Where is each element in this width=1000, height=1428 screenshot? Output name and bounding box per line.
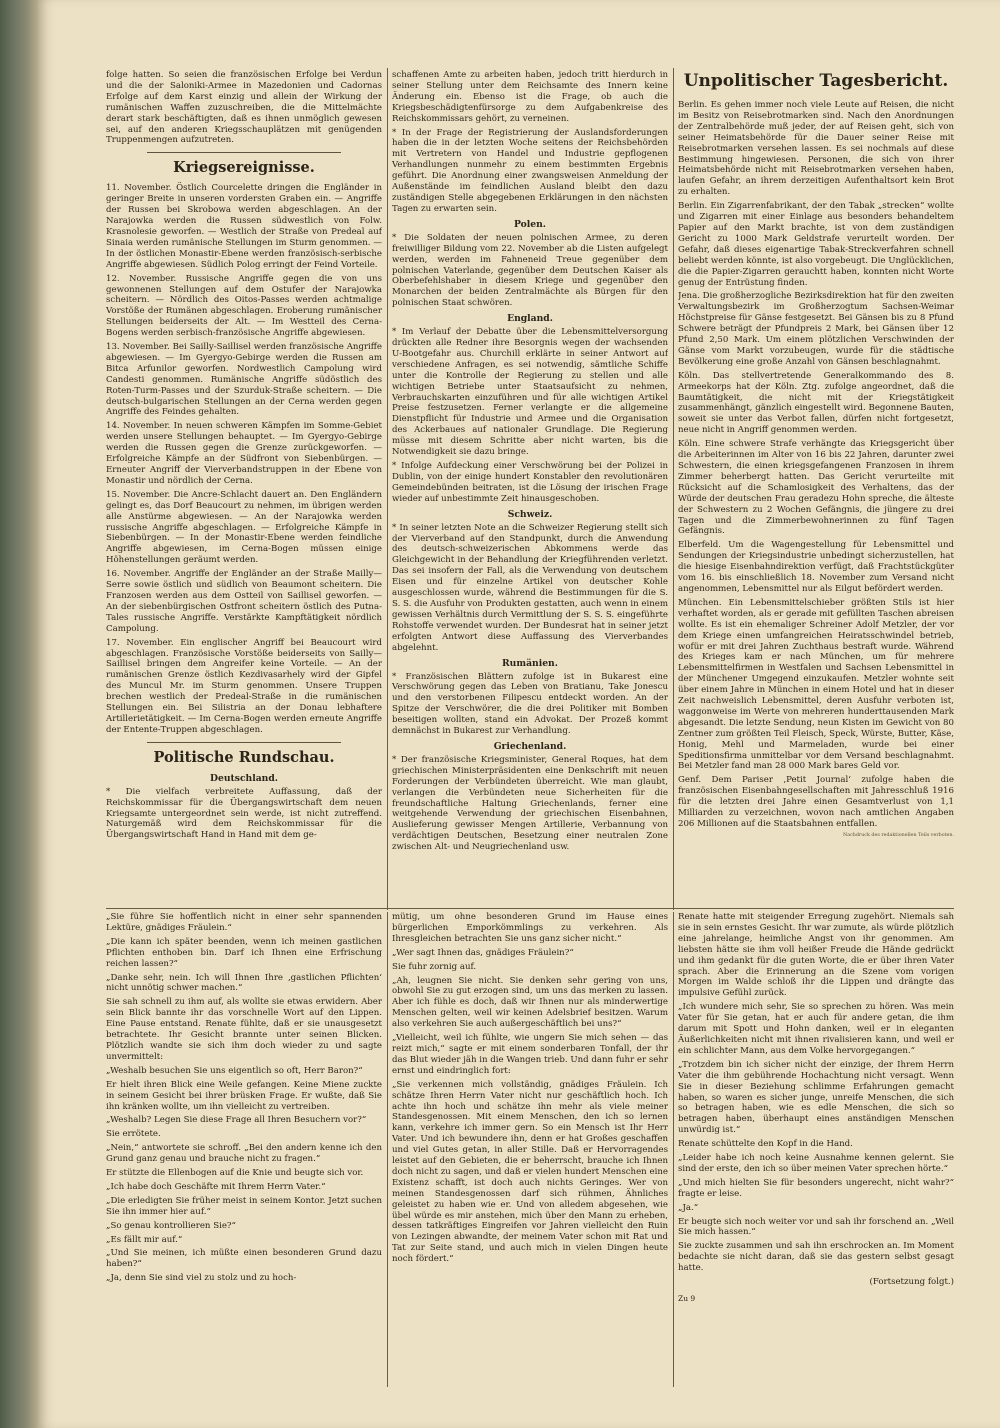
serial-paragraph: Er beugte sich noch weiter vor und sah ihr forschend an. „Weil Sie mich hassen.“ — [678, 1216, 954, 1238]
column-rule — [387, 912, 388, 1387]
news-item: * Im Verlauf der Debatte über die Lebensmittelversorgung drückten alle Redner ihre Besorgnis wegen der wachsenden U-Bootgefahr aus. Churchill erklärte in seiner Antwort auf verschiedene Anfragen, es sei notwendig, sämtliche Schiffe unter die Kontrolle der Regierung zu stellen und alle wichtigen Betriebe unter Staatsaufsicht zu nehmen, Verbrauchskarten einzuführen und für alle wichtigen Artikel Preise festzusetzen. Ferner verlangte er die allgemeine Dienstpflicht für Industrie und Armee und die Organisation des Ackerbaues auf nationaler Grundlage. Die Regierung müsse mit diesem Schritte aber nicht warten, bis die Notwendigkeit sie dazu bringe. — [392, 327, 668, 458]
event-entry: 12. November. Russische Angriffe gegen die von uns gewonnenen Stellungen auf dem Ostufer der Narajowka scheitern. — Nördlich des Oitos-Passes werden achtmalige Vorstöße der Rumänen abgeschlagen. Eroberung rumänischer Stellungen beiderseits der Alt. — Im Westteil des Cerna-Bogens werden serbisch-französische Angriffe abgewiesen. — [106, 273, 382, 339]
news-item: * Infolge Aufdeckung einer Verschwörung bei der Polizei in Dublin, von der einige hundert Konstabler den revolutionären Gemeindebünden beitraten, ist die Lösung der irischen Frage wieder auf unbestimmte Zeit hinausgeschoben. — [392, 461, 668, 504]
book-spine — [0, 0, 38, 1428]
serial-paragraph: Renate schüttelte den Kopf in die Hand. — [678, 1139, 853, 1150]
article-continuation: folge hatten. So seien die französischen Erfolge bei Verdun und die der Saloniki-Armee in Mazedonien und Cadornas Erfolge auf dem Karst einzig und allein der Wirkung der rumänischen Waffen zuzuschreiben, die die Mittelmächte derart stark beschäftigten, daß es ihnen unmöglich gewesen sei, auf den anderen Kriegsschauplätzen mit genügenden Truppenmengen aufzutreten. — [106, 70, 382, 146]
report-item: Köln. Das stellvertretende Generalkommando des 8. Armeekorps hat der Köln. Ztg. zufolge angeordnet, daß die Baumtätigkeit, die nicht mit der Kriegstätigkeit zusammenhängt, gänzlich eingestellt wird. Begonnene Bauten, soweit sie unter das Verbot fallen, dürfen nicht fortgesetzt, neue nicht in Angriff genommen werden. — [678, 370, 954, 436]
event-entry: 16. November. Angriffe der Engländer an der Straße Mailly—Serre sowie östlich und südlich von Beaumont scheitern. Die Franzosen werden aus dem Ostteil von Saillisel geworfen. — An der siebenbürgischen Ostfront scheitern östlich des Putna-Tales russische Angriffe. Verstärkte Kampftätigkeit nördlich Campolung. — [106, 569, 382, 634]
serial-paragraph: „Ja, denn Sie sind viel zu stolz und zu hoch- — [106, 1273, 297, 1284]
serial-paragraph: „Trotzdem bin ich sicher nicht der einzige, der Ihrem Herrn Vater die ihm gebührende Hochachtung nicht versagt. Wenn Sie in dieser Beziehung schlimme Erfahrungen gemacht haben, so waren es sicher junge, unreife Menschen, die sich so betragen haben, wie es edle Menschen, die sich so betragen haben, überhaupt eines anständigen Menschen unwürdig ist.“ — [678, 1059, 954, 1136]
news-item: * Die vielfach verbreitete Auffassung, daß der Reichskommissar für die Übergangswirtschaft dem neuen Kriegsamte untergeordnet sein werde, ist nicht zutreffend. Naturgemäß wird dem Reichskommissar für die Übergangswirtschaft Hand in Hand mit dem ge- — [106, 786, 382, 841]
report-item: Jena. Die großherzogliche Bezirksdirektion hat für den zweiten Verwaltungsbezirk im Großherzogtum Sachsen-Weimar Höchstpreise für Gänse festgesetzt. Bei Gänsen bis zu 8 Pfund Schwere beträgt der Pfundpreis 2 Mark, bei Gänsen über 12 Pfund 2,50 Mark. Um einem plötzlichen Verschwinden der Gänse vom Markt vorzubeugen, wurde für die städtische Bevölkerung eine große Anzahl von Gänsen beschlagnahmt. — [678, 291, 954, 367]
event-entry: 14. November. In neuen schweren Kämpfen im Somme-Gebiet werden unsere Stellungen behauptet. — Im Gyergyo-Gebirge werden die Russen gegen die Grenze zurückgeworfen. — Erfolgreiche Kämpfe an der Südfront von Siebenbürgen. — Erneuter Angriff der Vierverbandstruppen in der Ebene von Monastir und nördlich der Cerna. — [106, 421, 382, 486]
serial-paragraph: „Wer sagt Ihnen das, gnädiges Fräulein?“ — [392, 947, 574, 958]
column-rule — [673, 912, 674, 1387]
serial-paragraph: „Ah, leugnen Sie nicht. Sie denken sehr gering von uns, obwohl Sie zu gut erzogen sind, um uns das merken zu lassen. Aber ich fühle es doch, daß wir Ihnen nur als minderwertige Menschen gelten, weil wir keinen Adelsbrief besitzen. Warum also verkehren Sie auch außergeschäftlich bei uns?“ — [392, 975, 668, 1030]
news-item: schaffenen Amte zu arbeiten haben, jedoch tritt hierdurch in seiner Stellung unter dem Reichsamte des Innern keine Änderung ein. Ebenso ist die Frage, ob auch die Kriegsbeschädigtenfürsorge zu dem Aufgabenkreise des Reichskommissars gehört, zu verneinen. — [392, 70, 668, 124]
serial-paragraph: „Sie führe Sie hoffentlich nicht in einer sehr spannenden Lektüre, gnädiges Fräulein.“ — [106, 912, 382, 933]
serial-paragraph: Sie fuhr zornig auf. — [392, 961, 477, 972]
column-middle — [392, 70, 668, 908]
event-entry: 13. November. Bei Sailly-Saillisel werden französische Angriffe abgewiesen. — Im Gyergyo-Gebirge werden die Russen am Bitca Arfunilor geworfen. Nordwestlich Campolung wird Candesti genommen. Rumänische Angriffe südöstlich des Roten-Turm-Passes und der Szurduk-Straße scheitern. — Die deutsch-bulgarischen Stellungen an der Cerna werden gegen Angriffe des Feindes gehalten. — [106, 342, 382, 418]
report-item: Elberfeld. Um die Wagengestellung für Lebensmittel und Sendungen der Kriegsindustrie unbedingt sicherzustellen, hat die hiesige Eisenbahndirektion verfügt, daß Frachtstückgüter vom 16. bis einschließlich 18. November zum Versand nicht angenommen, Lebensmittel nur als Eilgut befördert werden. — [678, 540, 954, 594]
serial-paragraph: „Danke sehr, nein. Ich will Ihnen Ihre ‚gastlichen Pflichten‘ nicht unnötig schwer machen.“ — [106, 972, 382, 994]
country-heading: Polen. — [513, 218, 546, 230]
serial-paragraph: „Sie verkennen mich vollständig, gnädiges Fräulein. Ich schätze Ihren Herrn Vater nicht nur geschäftlich hoch. Ich achte ihn hoch und schätze ihn mehr als viele meiner Standesgenossen. Mit einem Menschen, den ich so lernen kann, verkehre ich immer gern. So ein Mensch ist Ihr Herr Vater. Und ich bewundere ihn, denn er hat Großes geschaffen und viel Gutes getan, in aller Stille. Daß er Hervorragendes leistet auf den Gebieten, die er beherrscht, brauche ich Ihnen doch nicht zu sagen, und daß er vielen hundert Menschen eine Existenz schafft, ist doch auch nichts Geringes. Wer von meinen Standesgenossen darf sich rühmen, Ähnliches geleistet zu haben wie er. Und von alledem abgesehen, wie übel würde es mir anstehen, mich über den Mann zu erheben, dessen tatkräftiges Eingreifen vor Jahren vielleicht den Ruin von Lezingen abwandte, der meinem Vater schon mit Rat und Tat zur Seite stand, und auch mich in vielen Dingen heute noch fördert.“ — [392, 1079, 668, 1265]
report-item: Berlin. Es gehen immer noch viele Leute auf Reisen, die nicht im Besitz von Reisebrotmarken sind. Nach den Anordnungen der Zentralbehörde muß jeder, der auf Reisen geht, sich von seiner Heimatsbehörde für die Dauer seiner Reise mit Reisebrotmarken versehen lassen. Es sei nochmals auf diese Bestimmung hingewiesen. Personen, die sich von ihrer Heimatsbehörde nicht mit Reisebrotmarken versehen haben, laufen Gefahr, an ihrem derzeitigen Aufenthaltsort kein Brot zu erhalten. — [678, 100, 954, 198]
serial-paragraph: „So genau kontrollieren Sie?“ — [106, 1220, 236, 1231]
serial-paragraph: „Es fällt mir auf.“ — [106, 1234, 183, 1245]
report-item: Köln. Eine schwere Strafe verhängte das Kriegsgericht über die Arbeiterinnen im Alter von 16 bis 22 Jahren, darunter zwei Schwestern, die einen kriegsgefangenen Franzosen in ihrem Zimmer beherbergt hatten. Das Gericht verurteilte mit Rücksicht auf die Schamlosigkeit des Verhaltens, das der Würde der deutschen Frau geradezu Hohn spreche, die älteste der Schwestern zu 2 Wochen Gefängnis, die jüngere zu drei Tagen und die Zimmerbewohnerinnen zu fünf Tagen Gefängnis. — [678, 439, 954, 537]
event-entry: 15. November. Die Ancre-Schlacht dauert an. Den Engländern gelingt es, das Dorf Beaucourt zu nehmen, im übrigen werden alle Anstürme abgewiesen. — An der Narajowka werden russische Angriffe abgeschlagen. — Erfolgreiche Kämpfe in Siebenbürgen. — In der Monastir-Ebene werden feindliche Angriffe abgewiesen, im Cerna-Bogen müssen einige Höhenstellungen geräumt werden. — [106, 489, 382, 566]
serial-column-1 — [106, 912, 382, 1387]
report-item: München. Ein Lebensmittelschieber größten Stils ist hier verhaftet worden, als er gerade mit gefüllten Taschen abreisen wollte. Es ist ein ehemaliger Schreiner Adolf Metzler, der vor dem Kriege einen umfangreichen Heiratsschwindel betrieb, wofür er mit drei Jahren Zuchthaus bestraft wurde. Während des Krieges kam er nach München, um für mehrere Lebensmittelfirmen in Westfalen und Sachsen Lebensmittel in der Münchener Umgegend einzukaufen. Metzler wohnte seit über einem Jahre in München in einem Hotel und hat in dieser Zeit nachweislich Lebensmittel, deren Ausfuhr verboten ist, waggonweise im Werte von mehreren hunderttausenden Mark abgesandt. Die letzte Sendung, neun Kisten im Gewicht von 80 Zentner zum größten Teil Fleisch, Speck, Würste, Butter, Käse, Honig, Mehl und Marmeladen, wurde bei einer Speditionsfirma unmittelbar vor dem Versand beschlagnahmt. Bei Metzler fand man 28 000 Mark bares Geld vor. — [678, 597, 954, 772]
serial-column-3 — [678, 912, 954, 1387]
serial-paragraph: Sie errötete. — [106, 1129, 161, 1140]
news-item: * In der Frage der Registrierung der Auslandsforderungen haben die in der letzten Woche seitens der Reichsbehörden mit Vertretern von Handel und Industrie gepflogenen Verhandlungen nunmehr zu einem bestimmten Ergebnis geführt. Die Anordnung einer zwangsweisen Anmeldung der Außenstände im feindlichen Ausland bleibt den dazu zuständigen Stelle abgegebenen Erklärungen in den nächsten Tagen zu erwarten sein. — [392, 127, 668, 214]
news-item: * Der französische Kriegsminister, General Roques, hat dem griechischen Ministerpräsidenten eine Denkschrift mit neuen Forderungen der Verbündeten überreicht. Wie man glaubt, verlangen die Verbündeten neue Sicherheiten für die freundschaftliche Haltung Griechenlands, ferner eine weitgehende Verwendung der griechischen Eisenbahnen, Auslieferung gewisser Mengen Artillerie, Verbannung von verdächtigen Deutschen, Besetzung einer neutralen Zone zwischen Alt- und Neugriechenland usw. — [392, 754, 668, 853]
country-heading: Griechenland. — [493, 740, 567, 752]
section-heading-kriegsereignisse: Kriegsereignisse. — [173, 159, 315, 177]
printer-imprint: Nachdruck des redaktionellen Teils verboten. — [843, 832, 954, 838]
serial-column-2 — [392, 912, 668, 1387]
serial-paragraph: „Ich habe doch Geschäfte mit Ihrem Herrn Vater.“ — [106, 1181, 326, 1192]
column-rule — [387, 68, 388, 910]
news-item: * Französischen Blättern zufolge ist in Bukarest eine Verschwörung gegen das Leben von Bratianu, Take Jonescu und den verstorbenen Filipescu entdeckt worden. An der Spitze der Verschwörer, die die drei Politiker mit Bomben beseitigen wollten, stand ein Advokat. Der Prozeß kommt demnächst in Bukarest zur Verhandlung. — [392, 671, 668, 737]
serial-paragraph: „Und Sie meinen, ich müßte einen besonderen Grund dazu haben?“ — [106, 1248, 382, 1270]
serial-paragraph: „Ich wundere mich sehr, Sie so sprechen zu hören. Was mein Vater für Sie getan, hat er auch für andere getan, die ihm darum mit Spott und Hohn danken, weil er in eleganten Äußerlichkeiten nicht mit ihnen rivalisieren kann, und weil er ein schlichter Mann, aus dem Volke hervorgegangen.“ — [678, 1002, 954, 1056]
country-heading: Schweiz. — [507, 508, 553, 520]
report-item: Genf. Dem Pariser ‚Petit Journal‘ zufolge haben die französischen Eisenbahngesellschaften mit Jahresschluß 1916 für die letzten drei Jahre einen Gesamtverlust von 1,1 Milliarden zu verzeichnen, wovon nach amtlichen Angaben 206 Millionen auf die Staatsbahnen entfallen. — [678, 775, 954, 829]
section-heading-politische-rundschau: Politische Rundschau. — [153, 748, 335, 766]
serial-paragraph: „Weshalb besuchen Sie uns eigentlich so oft, Herr Baron?“ — [106, 1065, 363, 1076]
divider — [147, 152, 340, 153]
report-item: Berlin. Ein Zigarrenfabrikant, der den Tabak „strecken“ wollte und Zigarren mit einer Einlage aus besonders behandeltem Papier auf den Markt brachte, ist von dem zuständigen Gericht zu 1000 Mark Geldstrafe verurteilt worden. Der Gefahr, daß dieses eigenartige Tabak-Streckverfahren schnell beliebt werden könnte, ist also vorgebeugt. Die Unglücklichen, die die Papier-Zigarren gerauchtt haben, konnten nicht Worte genug der Entrüstung finden. — [678, 201, 954, 288]
serial-paragraph: „Vielleicht, weil ich fühlte, wie ungern Sie mich sehen — das reizt mich,“ sagte er mit einem sonderbaren Tonfall, der ihr das Blut wieder jäh in die Wangen trieb. Und dann fuhr er sehr ernst und eindringlich fort: — [392, 1033, 668, 1076]
event-entry: 17. November. Ein englischer Angriff bei Beaucourt wird abgeschlagen. Französische Vorstöße beiderseits von Sailly—Saillisel bringen dem Angreifer keine Vorteile. — An der rumänischen Grenze östlich Kezdivasarhely wird der Gipfel des Muncul Mr. im Sturm genommen. Unsere Truppen brechen westlich der Predeal-Straße in die rumänischen Stellungen ein. Bei Silistria an der Donau lebhaftere Artillerietätigkeit. — Im Cerna-Bogen werden erneute Angriffe der Entente-Truppen abgeschlagen. — [106, 637, 382, 735]
country-heading: Rumänien. — [502, 657, 558, 669]
section-heading-tagesbericht: Unpolitischer Tagesbericht. — [683, 71, 949, 91]
event-entry: 11. November. Östlich Courcelette dringen die Engländer in geringer Breite in unseren vordersten Graben ein. — Angriffe der Russen bei Skrobowa werden abgeschlagen. An der Narajowka werden die Russen südwestlich von Folw. Krasnolesie geworfen. — Westlich der Straße von Predeal auf Sinaia werden rumänische Stellungen im Sturm genommen. — In der östlichen Monastir-Ebene werden französisch-serbische Angriffe abgewiesen. Südlich Polog erringt der Feind Vorteile. — [106, 183, 382, 270]
serial-paragraph: „Weshalb? Legen Sie diese Frage all Ihren Besuchern vor?“ — [106, 1115, 367, 1126]
column-right — [678, 70, 954, 908]
serial-paragraph: „Leider habe ich noch keine Ausnahme kennen gelernt. Sie sind der erste, den ich so über meinen Vater sprechen hörte.“ — [678, 1153, 954, 1174]
serial-paragraph: Renate hatte mit steigender Erregung zugehört. Niemals sah sie in sein ernstes Gesicht. Ihr war zumute, als würde plötzlich eine jahrelange, heimliche Angst von ihr genommen. Am liebsten hätte sie ihm voll heißer Freude die Hände gedrückt und ihm gedankt für die guten Worte, die er über ihren Vater sprach. Aber die Erinnerung an die Szene vom vorigen Morgen im Walde schloß ihr die Lippen und drängte das impulsive Gefühl zurück. — [678, 912, 954, 999]
serial-paragraph: „Die kann ich später beenden, wenn ich meinen gastlichen Pflichten enthoben bin. Darf ich Ihnen eine Erfrischung reichen lassen?“ — [106, 936, 382, 969]
serial-paragraph: Sie zuckte zusammen und sah ihn erschrocken an. Im Moment bedachte sie nicht daran, daß sie das gestern selbst gesagt hatte. — [678, 1241, 954, 1274]
page-folio: Zu 9 — [678, 1294, 696, 1303]
serial-paragraph: „Nein,“ antwortete sie schroff. „Bei den andern kenne ich den Grund ganz genau und brauche nicht zu fragen.“ — [106, 1143, 382, 1165]
column-rule — [673, 68, 674, 910]
serial-paragraph: „Ja.“ — [678, 1202, 699, 1213]
serial-paragraph: Er hielt ihren Blick eine Weile gefangen. Keine Miene zuckte in seinem Gesicht bei ihrer brüsken Frage. Er wußte, daß Sie ihn kränken wollte, um ihn vielleicht zu vertreiben. — [106, 1079, 382, 1112]
serial-paragraph: mütig, um ohne besonderen Grund im Hause eines bürgerlichen Emporkömmlings zu verkehren. Als Ihresgleichen betrachten Sie uns ganz sicher nicht.“ — [392, 912, 668, 944]
news-item: * In seiner letzten Note an die Schweizer Regierung stellt sich der Vierverband auf den Standpunkt, durch die Anwendung des deutsch-schweizerischen Abkommens werde das Gleichgewicht in der Behandlung der Kriegführenden verletzt. Das sei insofern der Fall, als die Verwendung von deutschem Eisen und für einzelne Artikel von deutscher Kohle ausgeschlossen wurde, während die Bestimmungen für die S. S. S. die Ausfuhr von Produkten gestatten, auch wenn in einem gewissen Verhältnis durch Vermittlung der S. S. S. eingeführte Rohstoffe verwendet wurden. Der Bundesrat hat in seiner jetzt erfolgten Antwort diese Auffassung des Vierverbandes abgelehnt. — [392, 522, 668, 653]
country-heading: Deutschland. — [210, 772, 278, 784]
continuation-note: (Fortsetzung folgt.) — [869, 1277, 954, 1288]
serial-paragraph: „Die erledigten Sie früher meist in seinem Kontor. Jetzt suchen Sie ihn immer hier auf.“ — [106, 1195, 382, 1217]
serial-paragraph: Sie sah schnell zu ihm auf, als wollte sie etwas erwidern. Aber sein Blick bannte ihr das vorschnelle Wort auf den Lippen. Eine Pause entstand. Renate fühlte, daß er sie unausgesetzt betrachtete. Ihr Gesicht brannte unter seinen Blicken. Plötzlich wandte sie sich ihm doch wieder zu und sagte unvermittelt: — [106, 997, 382, 1062]
serial-paragraph: Er stützte die Ellenbogen auf die Knie und beugte sich vor. — [106, 1168, 364, 1179]
divider — [147, 742, 340, 743]
news-item: * Die Soldaten der neuen polnischen Armee, zu deren freiwilliger Bildung vom 22. November ab die Listen aufgelegt werden, werden im Fahneneid Treue gegenüber dem polnischen Vaterlande, gegenüber dem Deutschen Kaiser als Oberbefehlshaber in diesem Kriege und gegenüber den Monarchen der beiden Zentralmächte als Bürgen für den polnischen Staat schwören. — [392, 232, 668, 309]
country-heading: England. — [507, 313, 553, 325]
serial-paragraph: „Und mich hielten Sie für besonders ungerecht, nicht wahr?“ fragte er leise. — [678, 1177, 954, 1199]
column-left — [106, 70, 382, 865]
feuilleton-rule — [106, 908, 954, 909]
